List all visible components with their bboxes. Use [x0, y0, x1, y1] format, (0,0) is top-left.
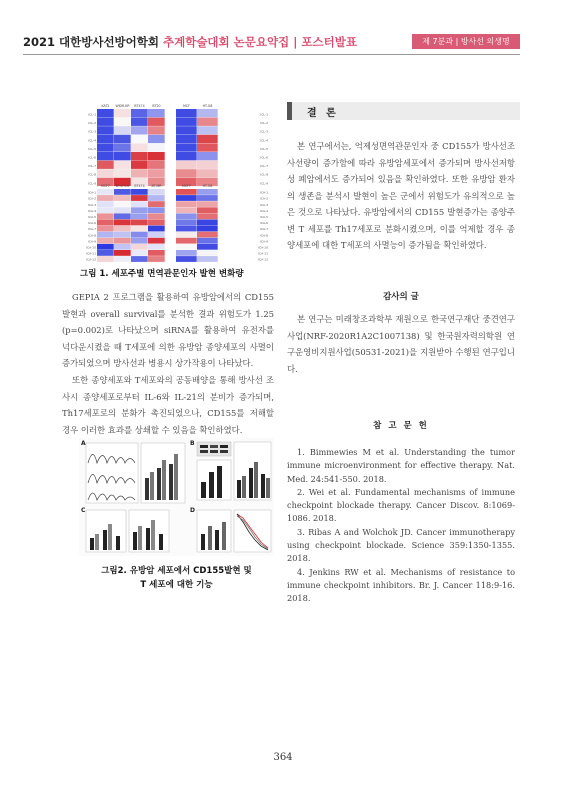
heatmap-cell	[97, 226, 114, 232]
heatmap-cell	[114, 161, 131, 169]
heatmap-cell	[97, 220, 114, 226]
heatmap-row-label: ICA-6	[88, 221, 96, 226]
heatmap-row-label: ICA-12	[258, 257, 268, 262]
heatmap-cell	[176, 143, 197, 151]
heatmap-cell	[97, 213, 114, 219]
heatmap-col-label: BT474	[134, 184, 145, 188]
heatmap-cell	[97, 256, 114, 262]
heatmap-cell	[114, 143, 131, 151]
heatmap-cell	[197, 143, 218, 151]
heatmap-cell	[148, 143, 165, 151]
heatmap-cell	[176, 232, 197, 238]
panel-label-d: D	[190, 507, 195, 514]
heatmap-cell	[148, 238, 165, 244]
heatmap-cell	[197, 189, 218, 195]
heatmap-cell	[148, 195, 165, 201]
heatmap-cell	[114, 135, 131, 143]
heatmap-cell	[148, 126, 165, 134]
heatmap-col-label: BT474-K	[115, 184, 130, 188]
heatmap-row-label: ICL-3	[260, 129, 268, 134]
reference-item: 1. Bimmewies M et al. Understanding the tumor immune microenvironment for effective therapy. Nat. Med. 24:541-550. 2018.	[287, 447, 515, 484]
heatmap-cell	[197, 118, 218, 126]
panel-d-curves	[197, 510, 271, 552]
heatmap-cell	[131, 169, 148, 177]
heatmap-cell	[131, 201, 148, 207]
heatmap-graphic	[80, 101, 270, 263]
heatmap-cell	[197, 195, 218, 201]
heatmap-cell	[114, 238, 131, 244]
heatmap-cell	[114, 244, 131, 250]
heatmap-cell	[114, 201, 131, 207]
heatmap-cell	[148, 207, 165, 213]
heatmap-cell	[197, 169, 218, 177]
heatmap-row-label: ICA-3	[88, 202, 96, 207]
panel-b-blot-and-bars	[197, 442, 271, 500]
figure-1-heatmap	[80, 101, 270, 263]
conclusion-text: 본 연구에서는, 억제성면역관문인자 중 CD155가 방사선조사선량이 증가함에 따라 유방암세포에서 증가되며 방사선저항성 폐암에서도 증가되어 있음을 확인하였다. 또한 유방암 환자의 생존을 분석시 발현이 높은 군에서 위험도가 유의적으로 높은 것으로 나타났다. 유방암에서의 CD155 발현증가는 종양주변 T 세포를 Th17세포로 분화시켰으며, 이를 억제할 경우 종양세포에 대한 T세포의 사멸능이 증가됨을 확인하였다.	[287, 141, 515, 250]
heatmap-cell	[176, 244, 197, 250]
heatmap-cell	[148, 226, 165, 232]
heatmap-row-label: ICA-1	[88, 190, 96, 195]
heatmap-cell	[197, 213, 218, 219]
heatmap-col-label: WIDR-KR	[115, 104, 130, 108]
heatmap-cell	[176, 213, 197, 219]
heatmap-cell	[197, 161, 218, 169]
heatmap-cell	[114, 169, 131, 177]
references-heading: 참 고 문 헌	[373, 421, 429, 431]
heatmap-cell	[97, 195, 114, 201]
heatmap-cell	[148, 152, 165, 160]
header-title-main: 2021 대한방사선방어학회	[23, 35, 163, 49]
heatmap-row-label: ICL-1	[260, 112, 268, 117]
figure-1-caption: 그림 1. 세포주별 면역관문인자 발현 변화량	[80, 269, 244, 279]
heatmap-cell	[197, 244, 218, 250]
heatmap-row-label: ICA-12	[86, 257, 96, 262]
heatmap-col-label: BT474	[134, 104, 145, 108]
heatmap-cell	[148, 169, 165, 177]
heatmap-cell	[197, 256, 218, 262]
heatmap-cell	[176, 220, 197, 226]
figure-2-caption	[79, 564, 274, 592]
heatmap-cell	[176, 207, 197, 213]
heatmap-cell	[176, 238, 197, 244]
heatmap-row-label: ICL-8	[260, 172, 268, 177]
heatmap-cell	[148, 220, 165, 226]
heatmap-cell	[148, 213, 165, 219]
heatmap-cell	[176, 169, 197, 177]
heatmap-row-label: ICL-2	[88, 121, 96, 126]
heatmap-row-label: ICA-11	[258, 251, 268, 256]
heatmap-cell	[148, 135, 165, 143]
heatmap-row-label: ICA-10	[86, 245, 96, 250]
heatmap-cell	[114, 152, 131, 160]
heatmap-cell	[114, 250, 131, 256]
heatmap-row-label: ICA-9	[88, 239, 96, 244]
heatmap-cell	[131, 226, 148, 232]
reference-list	[287, 446, 515, 606]
acknowledgement-heading: 감사의 글	[383, 292, 419, 302]
panel-label-b: B	[190, 440, 195, 447]
heatmap-cell	[131, 195, 148, 201]
heatmap-cell	[197, 135, 218, 143]
heatmap-cell	[114, 213, 131, 219]
heatmap-cell	[97, 201, 114, 207]
heatmap-row-label: ICA-7	[260, 227, 268, 232]
heatmap-cell	[176, 126, 197, 134]
heatmap-row-label: ICL-1	[88, 112, 96, 117]
heading-marker	[287, 102, 292, 120]
heatmap-cell	[97, 189, 114, 195]
heatmap-col-label: MCF7	[182, 184, 191, 188]
heatmap-cell	[97, 143, 114, 151]
header-divider	[23, 54, 520, 55]
heatmap-cell	[131, 118, 148, 126]
heatmap-row-label: ICA-5	[88, 214, 96, 219]
heatmap-cell	[97, 161, 114, 169]
heatmap-cell	[148, 232, 165, 238]
heatmap-row-label: ICL-9	[260, 181, 268, 186]
heatmap-cell	[131, 213, 148, 219]
figure-2-composite	[79, 438, 274, 556]
heatmap-row-label: ICL-2	[260, 121, 268, 126]
reference-item: 3. Ribas A and Wolchok JD. Cancer immunotherapy using checkpoint blockade. Science 359:1350-1355. 2018.	[287, 526, 515, 564]
heatmap-cell	[197, 232, 218, 238]
heatmap-cell	[197, 220, 218, 226]
heatmap-row-label: ICL-8	[88, 172, 96, 177]
header-title-sub: 추계학술대회 논문요약집 | 포스터발표	[163, 35, 357, 49]
heatmap-cell	[114, 189, 131, 195]
heatmap-cell	[197, 238, 218, 244]
heatmap-cell	[131, 152, 148, 160]
panel-label-c: C	[81, 507, 86, 514]
heatmap-cell	[148, 256, 165, 262]
body-paragraph-2: 또한 종양세포와 T세포와의 공동배양을 통해 방사선 조사시 종양세포로부터 IL-6와 IL-21의 분비가 증가되며, Th17세포로의 분화가 촉진되었으나, CD155를 저해할 경우 이러한 효과를 상쇄할 수 있음을 확인하였다.	[62, 375, 274, 435]
heatmap-cell	[148, 201, 165, 207]
heatmap-row-label: ICA-4	[260, 208, 268, 213]
heatmap-cell	[176, 135, 197, 143]
figure-2-graphic	[79, 438, 274, 556]
heatmap-cell	[97, 118, 114, 126]
heatmap-cell	[148, 189, 165, 195]
heatmap-cell	[131, 250, 148, 256]
heatmap-col-label: KAT2	[101, 104, 110, 108]
heatmap-row-label: ICA-6	[260, 221, 268, 226]
heatmap-cell	[176, 250, 197, 256]
heatmap-col-label: MCF7	[101, 184, 110, 188]
heatmap-cell	[197, 201, 218, 207]
heatmap-row-label: ICL-7	[260, 164, 268, 169]
heatmap-col-label: HT-G8	[202, 104, 213, 108]
heatmap-row-label: ICA-8	[260, 233, 268, 238]
heatmap-row-label: ICL-5	[88, 146, 96, 151]
heatmap-cell	[131, 256, 148, 262]
heatmap-cell	[97, 232, 114, 238]
heatmap-cell	[176, 109, 197, 117]
heatmap-cell	[197, 126, 218, 134]
heatmap-row-label: ICA-5	[260, 214, 268, 219]
heatmap-row-label: ICA-9	[260, 239, 268, 244]
heatmap-cell	[97, 250, 114, 256]
heatmap-cell	[97, 169, 114, 177]
heatmap-cell	[114, 232, 131, 238]
heatmap-cell	[197, 152, 218, 160]
heatmap-row-label: ICA-8	[88, 233, 96, 238]
heatmap-cell	[97, 135, 114, 143]
heatmap-cell	[97, 126, 114, 134]
heatmap-cell	[131, 161, 148, 169]
panel-a-bar-chart	[141, 443, 185, 503]
heatmap-cell	[148, 118, 165, 126]
heatmap-cell	[97, 244, 114, 250]
heatmap-cell	[131, 207, 148, 213]
acknowledgement-text: 본 연구는 미래창조과학부 재원으로 한국연구재단 중견연구사업(NRF-2020R1A2C1007138) 및 한국원자력의학원 연구운영비지원사업(50531-2021)을 지원받아 수행된 연구입니다.	[287, 314, 515, 374]
heatmap-cell	[197, 207, 218, 213]
figure-2-caption-line-1: 그림2. 유방암 세포에서 CD155발현 및	[101, 566, 252, 576]
heatmap-col-label: BT20	[152, 104, 161, 108]
body-paragraph-1: GEPIA 2 프로그램을 활용하여 유방암에서의 CD155 발현과 overall survival를 분석한 결과 위험도가 1.25 (p=0.002)로 나타났으며 siRNA를 활용하여 유전자를 넉다운시켰을 때 T세포에 의한 유방암 종양세포의 사멸이 증가되었으며 방사선과 병용시 상가작용이 나타났다.	[62, 292, 274, 368]
heatmap-cell	[131, 238, 148, 244]
heatmap-row-label: ICA-7	[88, 227, 96, 232]
heatmap-cell	[114, 226, 131, 232]
heatmap-cell	[114, 207, 131, 213]
heatmap-cell	[176, 195, 197, 201]
panel-a-histograms	[86, 443, 138, 503]
heatmap-cell	[148, 244, 165, 250]
heatmap-cell	[97, 109, 114, 117]
heatmap-cell	[148, 250, 165, 256]
heatmap-row-label: ICL-9	[88, 181, 96, 186]
heatmap-cell	[131, 126, 148, 134]
heatmap-cell	[97, 152, 114, 160]
heatmap-cell	[97, 238, 114, 244]
heatmap-row-label: ICL-4	[88, 138, 96, 143]
heatmap-col-label: BT-MR	[151, 184, 162, 188]
heatmap-cell	[114, 126, 131, 134]
heatmap-row-label: ICL-5	[260, 146, 268, 151]
heatmap-row-label: ICA-3	[260, 202, 268, 207]
heatmap-cell	[176, 256, 197, 262]
heatmap-cell	[197, 250, 218, 256]
running-header-title	[23, 34, 357, 50]
heatmap-cell	[176, 161, 197, 169]
heatmap-col-label: HT-G8	[202, 184, 213, 188]
heatmap-cell	[114, 109, 131, 117]
heatmap-cell	[197, 226, 218, 232]
heatmap-row-label: ICL-6	[260, 155, 268, 160]
heatmap-cell	[148, 161, 165, 169]
heatmap-cell	[131, 189, 148, 195]
heatmap-cell	[114, 220, 131, 226]
heatmap-cell	[114, 118, 131, 126]
figure-2-caption-line-2: T 세포에 대한 기능	[140, 580, 213, 590]
heatmap-row-label: ICA-11	[86, 251, 96, 256]
heatmap-cell	[131, 143, 148, 151]
reference-item: 4. Jenkins RW et al. Mechanisms of resistance to immune checkpoint inhibitors. Br. J. Cancer 118:9-16. 2018.	[287, 566, 515, 604]
heatmap-row-label: ICL-3	[88, 129, 96, 134]
heatmap-cell	[176, 226, 197, 232]
heatmap-col-label: MCF	[183, 104, 190, 108]
page-number: 364	[273, 752, 293, 763]
panel-label-a: A	[81, 440, 86, 447]
heatmap-row-label: ICL-7	[88, 164, 96, 169]
heatmap-row-label: ICA-10	[258, 245, 268, 250]
heatmap-cell	[176, 118, 197, 126]
heatmap-cell	[97, 207, 114, 213]
heatmap-row-label: ICA-2	[88, 196, 96, 201]
heatmap-cell	[197, 109, 218, 117]
heatmap-cell	[114, 195, 131, 201]
conclusion-heading-bar	[287, 102, 520, 120]
reference-item: 2. Wei et al. Fundamental mechanisms of immune checkpoint blockade therapy. Cancer Discov. 8:1069-1086. 2018.	[287, 486, 515, 524]
heatmap-row-label: ICA-4	[88, 208, 96, 213]
section-badge: 제 7분과 | 방사선 의생명	[412, 34, 520, 49]
heatmap-cell	[131, 109, 148, 117]
heatmap-cell	[148, 109, 165, 117]
heatmap-row-label: ICL-4	[260, 138, 268, 143]
heatmap-cell	[176, 189, 197, 195]
heatmap-cell	[131, 244, 148, 250]
heatmap-row-label: ICA-2	[260, 196, 268, 201]
heatmap-cell	[131, 232, 148, 238]
heatmap-cell	[176, 152, 197, 160]
conclusion-heading: 결 론	[307, 108, 339, 119]
heatmap-row-label: ICL-6	[88, 155, 96, 160]
heatmap-cell	[114, 256, 131, 262]
heatmap-row-label: ICA-1	[260, 190, 268, 195]
heatmap-cell	[131, 135, 148, 143]
heatmap-cell	[176, 201, 197, 207]
heatmap-cell	[131, 220, 148, 226]
